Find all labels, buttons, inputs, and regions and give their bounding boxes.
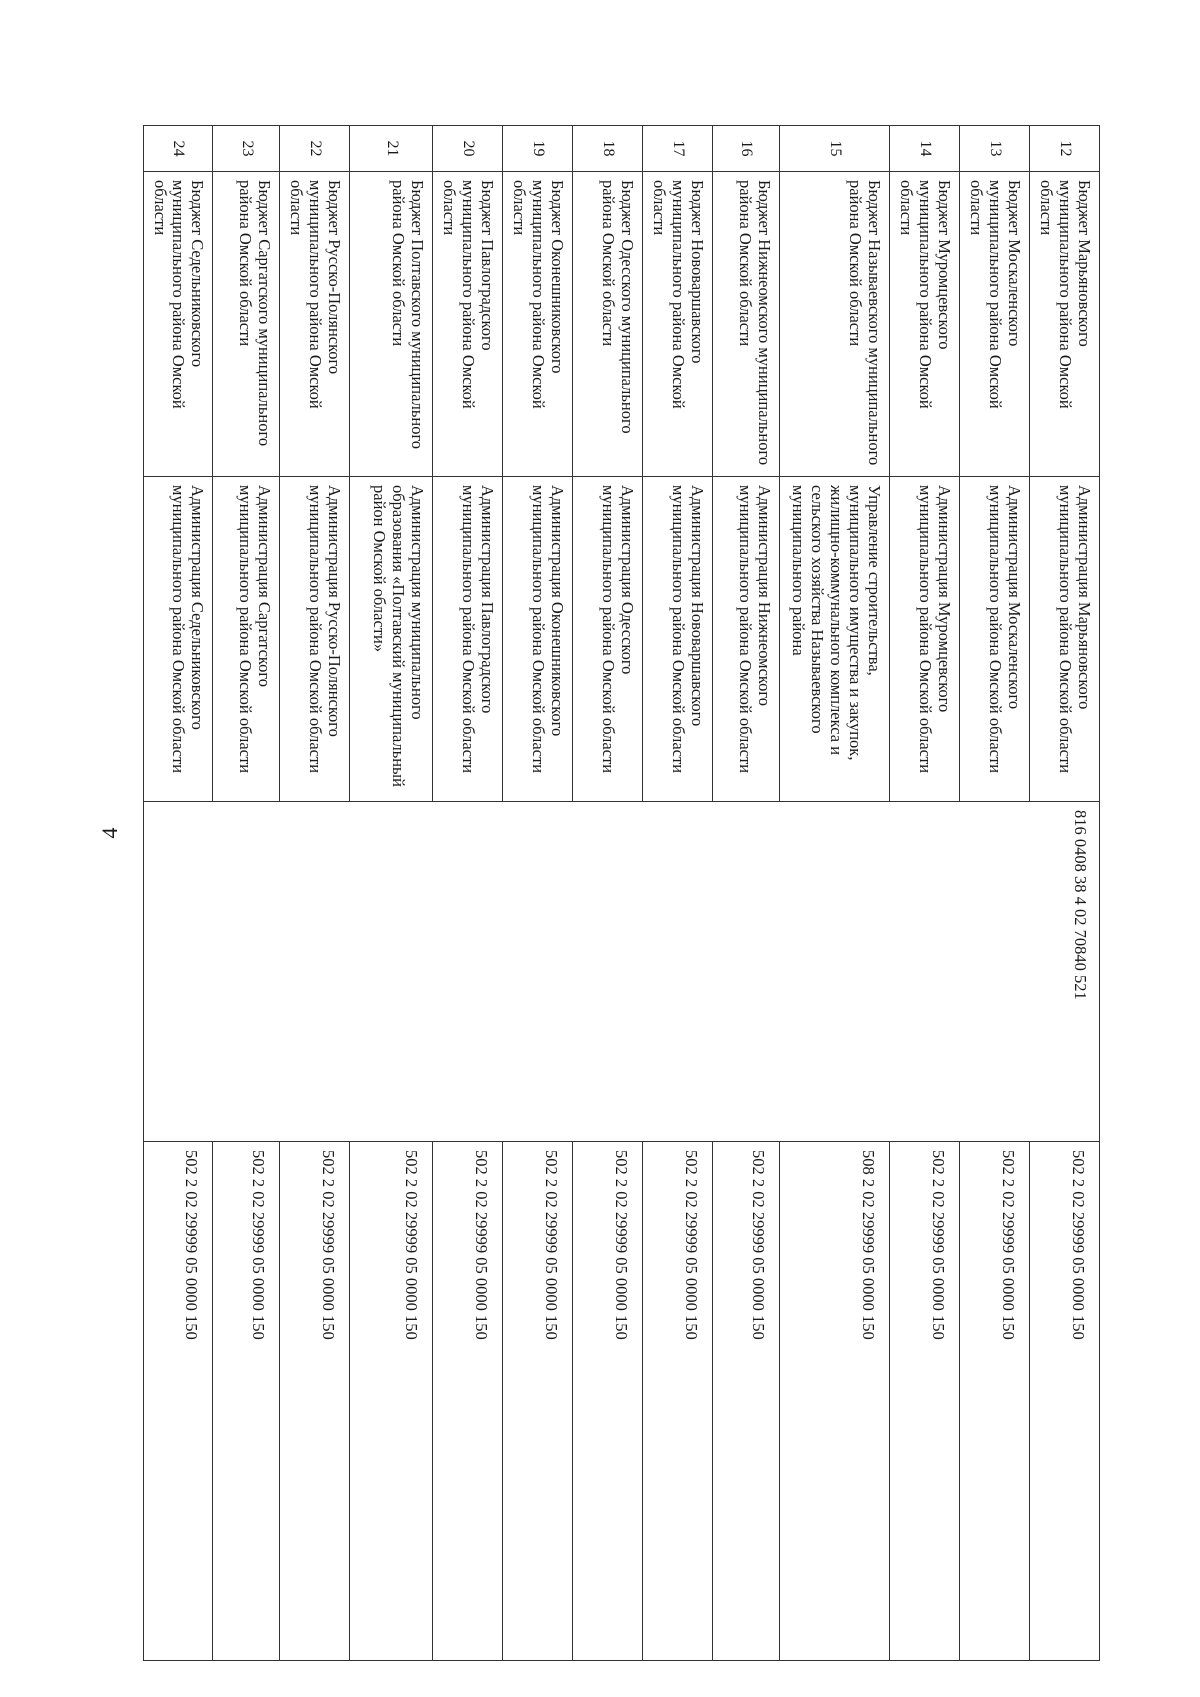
budget-name: Бюджет Павлоградского муниципального района Омской области xyxy=(433,172,503,477)
kbk-code: 508 2 02 29999 05 0000 150 xyxy=(780,1142,890,1661)
administrator-name: Администрация Москаленского муниципального района Омской области xyxy=(960,477,1030,802)
kbk-code: 502 2 02 29999 05 0000 150 xyxy=(573,1142,643,1661)
administrator-name: Администрация Муромцевского муниципального района Омской области xyxy=(890,477,960,802)
row-number: 22 xyxy=(280,126,350,172)
kbk-code: 502 2 02 29999 05 0000 150 xyxy=(960,1142,1030,1661)
budget-name: Бюджет Русско-Полянского муниципального района Омской области xyxy=(280,172,350,477)
row-number: 19 xyxy=(503,126,573,172)
kbk-code: 502 2 02 29999 05 0000 150 xyxy=(280,1142,350,1661)
budget-name: Бюджет Москаленского муниципального района Омской области xyxy=(960,172,1030,477)
administrator-name: Администрация Павлоградского муниципального района Омской области xyxy=(433,477,503,802)
row-number: 23 xyxy=(213,126,280,172)
shared-code-cell: 816 0408 38 4 02 70840 521 xyxy=(143,802,1099,1142)
budget-name: Бюджет Называевского муниципального района Омской области xyxy=(780,172,890,477)
administrator-name: Администрация Марьяновского муниципального района Омской области xyxy=(1030,477,1100,802)
administrator-name: Администрация Нововаршавского муниципального района Омской области xyxy=(643,477,713,802)
administrator-name: Администрация Одесского муниципального района Омской области xyxy=(573,477,643,802)
budget-table xyxy=(143,125,1100,1661)
kbk-code: 502 2 02 29999 05 0000 150 xyxy=(503,1142,573,1661)
budget-name: Бюджет Нижнеомского муниципального района Омской области xyxy=(713,172,780,477)
row-number: 17 xyxy=(643,126,713,172)
row-number: 18 xyxy=(573,126,643,172)
budget-name: Бюджет Марьяновского муниципального района Омской области xyxy=(1030,172,1100,477)
row-number: 15 xyxy=(780,126,890,172)
administrator-name: Администрация Седельниковского муниципального района Омской области xyxy=(143,477,213,802)
budget-name: Бюджет Полтавского муниципального района Омской области xyxy=(350,172,433,477)
kbk-code: 502 2 02 29999 05 0000 150 xyxy=(213,1142,280,1661)
budget-name: Бюджет Оконешниковского муниципального района Омской области xyxy=(503,172,573,477)
row-number: 14 xyxy=(890,126,960,172)
administrator-name: Управление строительства, муниципального имущества и закупок, жилищно-коммунального комплекса и сельского хозяйства Называевского муниципального района xyxy=(780,477,890,802)
kbk-code: 502 2 02 29999 05 0000 150 xyxy=(643,1142,713,1661)
row-number: 20 xyxy=(433,126,503,172)
administrator-name: Администрация Саргатского муниципального района Омской области xyxy=(213,477,280,802)
row-number: 13 xyxy=(960,126,1030,172)
administrator-name: Администрация Оконешниковского муниципального района Омской области xyxy=(503,477,573,802)
row-number: 21 xyxy=(350,126,433,172)
table-body xyxy=(143,126,1099,1661)
kbk-code: 502 2 02 29999 05 0000 150 xyxy=(713,1142,780,1661)
budget-name: Бюджет Нововаршавского муниципального района Омской области xyxy=(643,172,713,477)
document-table-rotated xyxy=(100,125,1100,1675)
kbk-code: 502 2 02 29999 05 0000 150 xyxy=(890,1142,960,1661)
administrator-name: Администрация Русско-Полянского муниципального района Омской области xyxy=(280,477,350,802)
budget-name: Бюджет Седельниковского муниципального района Омской области xyxy=(143,172,213,477)
budget-name: Бюджет Саргатского муниципального района Омской области xyxy=(213,172,280,477)
kbk-code: 502 2 02 29999 05 0000 150 xyxy=(1030,1142,1100,1661)
row-number: 16 xyxy=(713,126,780,172)
page-number: 4 xyxy=(97,827,122,839)
administrator-name: Администрация муниципального образования «Полтавский муниципальный район Омской области» xyxy=(350,477,433,802)
kbk-code: 502 2 02 29999 05 0000 150 xyxy=(433,1142,503,1661)
kbk-code: 502 2 02 29999 05 0000 150 xyxy=(143,1142,213,1661)
administrator-name: Администрация Нижнеомского муниципального района Омской области xyxy=(713,477,780,802)
row-number: 24 xyxy=(143,126,213,172)
table-row xyxy=(1030,126,1100,1661)
row-number: 12 xyxy=(1030,126,1100,172)
kbk-code: 502 2 02 29999 05 0000 150 xyxy=(350,1142,433,1661)
budget-name: Бюджет Одесского муниципального района Омской области xyxy=(573,172,643,477)
budget-name: Бюджет Муромцевского муниципального района Омской области xyxy=(890,172,960,477)
